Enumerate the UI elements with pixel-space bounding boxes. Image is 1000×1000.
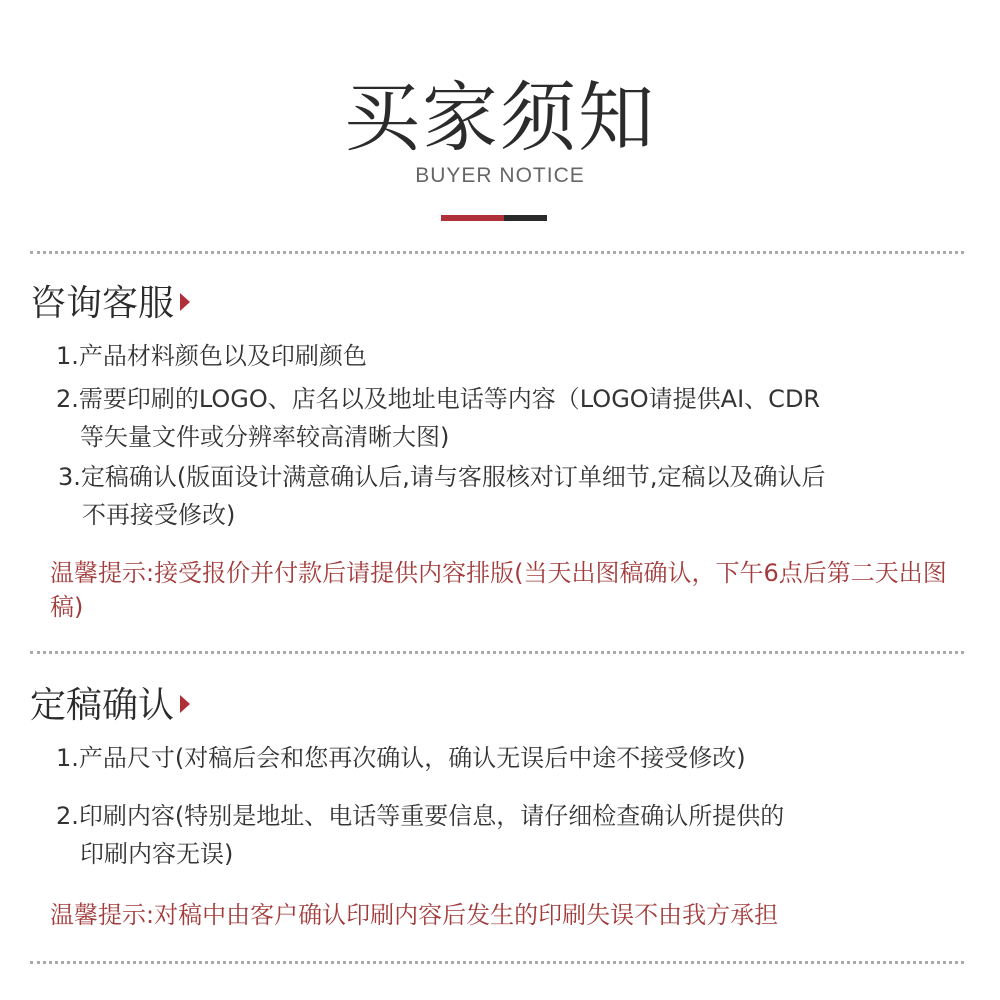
notice-text: 温馨提示:对稿中由客户确认印刷内容后发生的印刷失误不由我方承担: [50, 901, 779, 929]
notice-text: 温馨提示:接受报价并付款后请提供内容排版(当天出图稿确认，下午6点后第二天出图稿): [50, 559, 947, 621]
section-heading-label: 定稿确认: [30, 685, 175, 726]
list-item: [56, 797, 784, 873]
list-item-text-continued: 不再接受修改): [82, 501, 236, 529]
section-heading-label: 咨询客服: [30, 283, 175, 324]
list-item: [56, 380, 820, 456]
list-item-text-continued: 印刷内容无误): [80, 840, 234, 868]
title-accent-bar: [441, 215, 547, 221]
list-item-text: 1.产品材料颜色以及印刷颜色: [56, 342, 367, 370]
list-item-text: 2.需要印刷的LOGO、店名以及地址电话等内容（LOGO请提供AI、CDR: [56, 385, 821, 413]
divider: [30, 651, 964, 654]
list-item: [58, 458, 826, 534]
page-title: 买家须知: [344, 73, 656, 162]
list-item: [56, 337, 367, 375]
triangle-right-icon: [180, 293, 190, 311]
list-item-text: 3.定稿确认(版面设计满意确认后,请与客服核对订单细节,定稿以及确认后: [58, 463, 826, 491]
list-item-text: 1.产品尺寸(对稿后会和您再次确认，确认无误后中途不接受修改): [56, 744, 746, 772]
section-heading-consult: [30, 280, 190, 328]
list-item-text: 2.印刷内容(特别是地址、电话等重要信息，请仔细检查确认所提供的: [56, 802, 785, 830]
section-heading-confirm: [30, 682, 190, 730]
divider: [30, 961, 964, 964]
page-subtitle: BUYER NOTICE: [415, 164, 585, 187]
list-item: [56, 739, 746, 777]
accent-bar-red: [441, 215, 504, 221]
accent-bar-dark: [504, 215, 547, 221]
divider: [30, 251, 964, 254]
list-item-text-continued: 等矢量文件或分辨率较高清晰大图): [80, 423, 450, 451]
triangle-right-icon: [180, 695, 190, 713]
